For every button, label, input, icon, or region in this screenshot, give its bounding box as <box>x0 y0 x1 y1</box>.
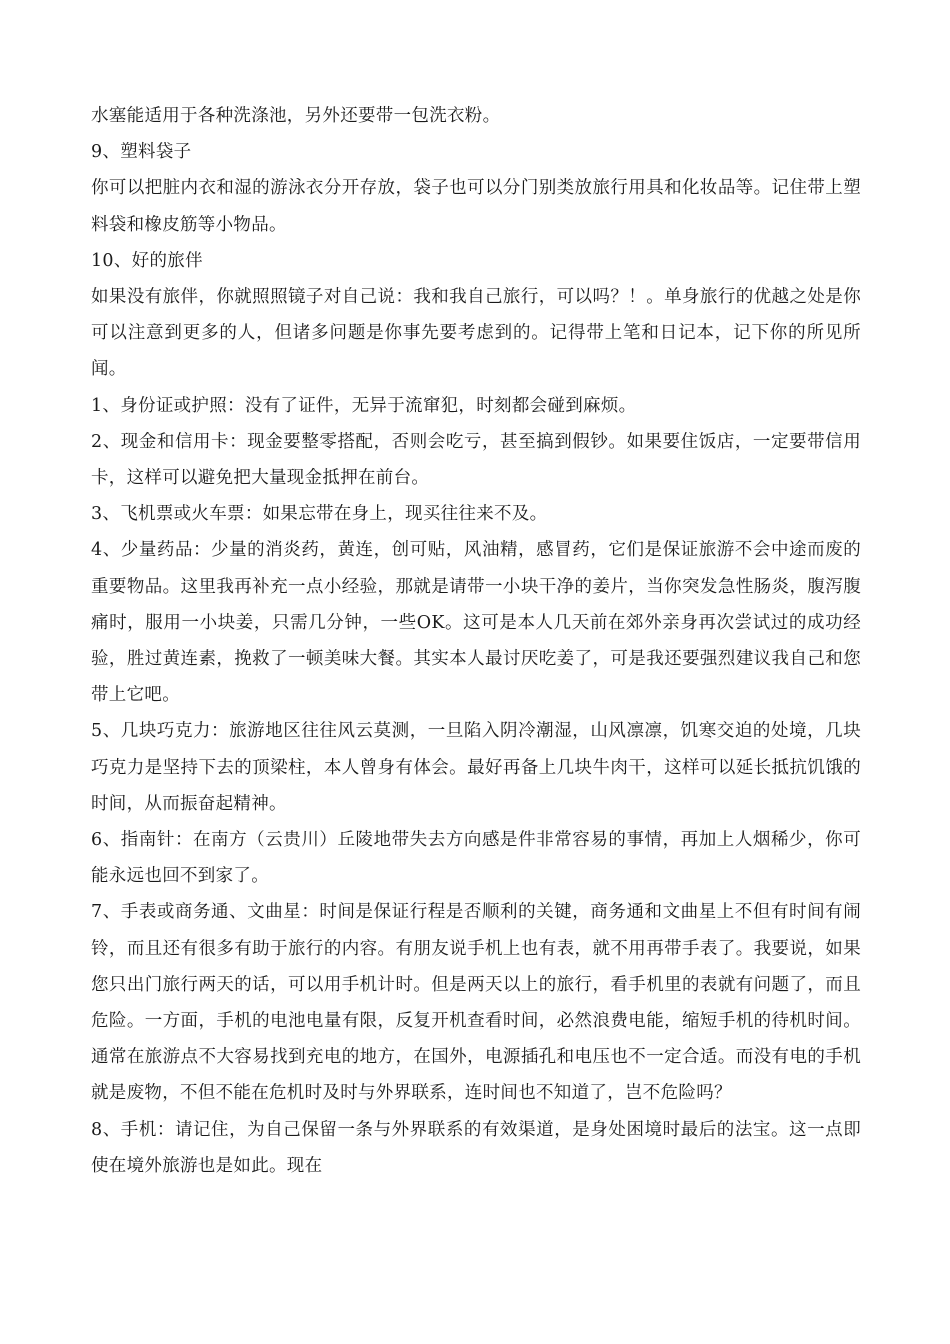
list-item-watch: 7、手表或商务通、文曲星：时间是保证行程是否顺利的关键，商务通和文曲星上不但有时间有闹铃，而且还有很多有助于旅行的内容。有朋友说手机上也有表，就不用再带手表了。我要说，如果您只出门旅行两天的话，可以用手机计时。但是两天以上的旅行，看手机里的表就有问题了，而且危险。一方面，手机的电池电量有限，反复开机查看时间，必然浪费电能，缩短手机的待机时间。通常在旅游点不大容易找到充电的地方，在国外，电源插孔和电压也不一定合适。而没有电的手机就是废物，不但不能在危机时及时与外界联系，连时间也不知道了，岂不危险吗？ <box>91 902 861 1104</box>
document-page <box>91 98 861 1184</box>
list-item-medicine: 4、少量药品：少量的消炎药，黄连，创可贴，风油精，感冒药，它们是保证旅游不会中途而废的重要物品。这里我再补充一点小经验，那就是请带一小块干净的姜片，当你突发急性肠炎，腹泻腹痛时，服用一小块姜，只需几分钟，一些OK。这可是本人几天前在郊外亲身再次尝试过的成功经验，胜过黄连素，挽救了一顿美味大餐。其实本人最讨厌吃姜了，可是我还要强烈建议我自己和您带上它吧。 <box>91 540 861 706</box>
heading-travel-companion: 10、好的旅伴 <box>91 250 203 271</box>
paragraph-plastic-bags: 你可以把脏内衣和湿的游泳衣分开存放，袋子也可以分门别类放旅行用具和化妆品等。记住带上塑料袋和橡皮筋等小物品。 <box>91 178 861 235</box>
list-item-cash-credit-card: 2、现金和信用卡：现金要整零搭配，否则会吃亏，甚至搞到假钞。如果要住饭店，一定要带信用卡，这样可以避免把大量现金抵押在前台。 <box>91 431 861 489</box>
list-item-id-passport: 1、身份证或护照：没有了证件，无异于流窜犯，时刻都会碰到麻烦。 <box>91 395 637 416</box>
list-item-compass: 6、指南针：在南方（云贵川）丘陵地带失去方向感是件非常容易的事情，再加上人烟稀少，你可能永远也回不到家了。 <box>91 830 861 887</box>
list-item-chocolate: 5、几块巧克力：旅游地区往往风云莫测，一旦陷入阴冷潮湿，山风凛凛，饥寒交迫的处境，几块巧克力是坚持下去的顶梁柱，本人曾身有体会。最好再备上几块牛肉干，这样可以延长抵抗饥饿的时间，从而振奋起精神。 <box>91 721 861 814</box>
list-item-mobile-phone: 8、手机：请记住，为自己保留一条与外界联系的有效渠道，是身处困境时最后的法宝。这一点即使在境外旅游也是如此。现在 <box>91 1119 861 1176</box>
paragraph-continuation: 水塞能适用于各种洗涤池，另外还要带一包洗衣粉。 <box>91 106 501 126</box>
list-item-tickets: 3、飞机票或火车票：如果忘带在身上，现买往往来不及。 <box>91 504 548 525</box>
paragraph-travel-companion: 如果没有旅伴，你就照照镜子对自己说：我和我自己旅行，可以吗？！。单身旅行的优越之处是你可以注意到更多的人，但诸多问题是你事先要考虑到的。记得带上笔和日记本，记下你的所见所闻。 <box>91 287 861 380</box>
heading-plastic-bags: 9、塑料袋子 <box>91 142 192 163</box>
